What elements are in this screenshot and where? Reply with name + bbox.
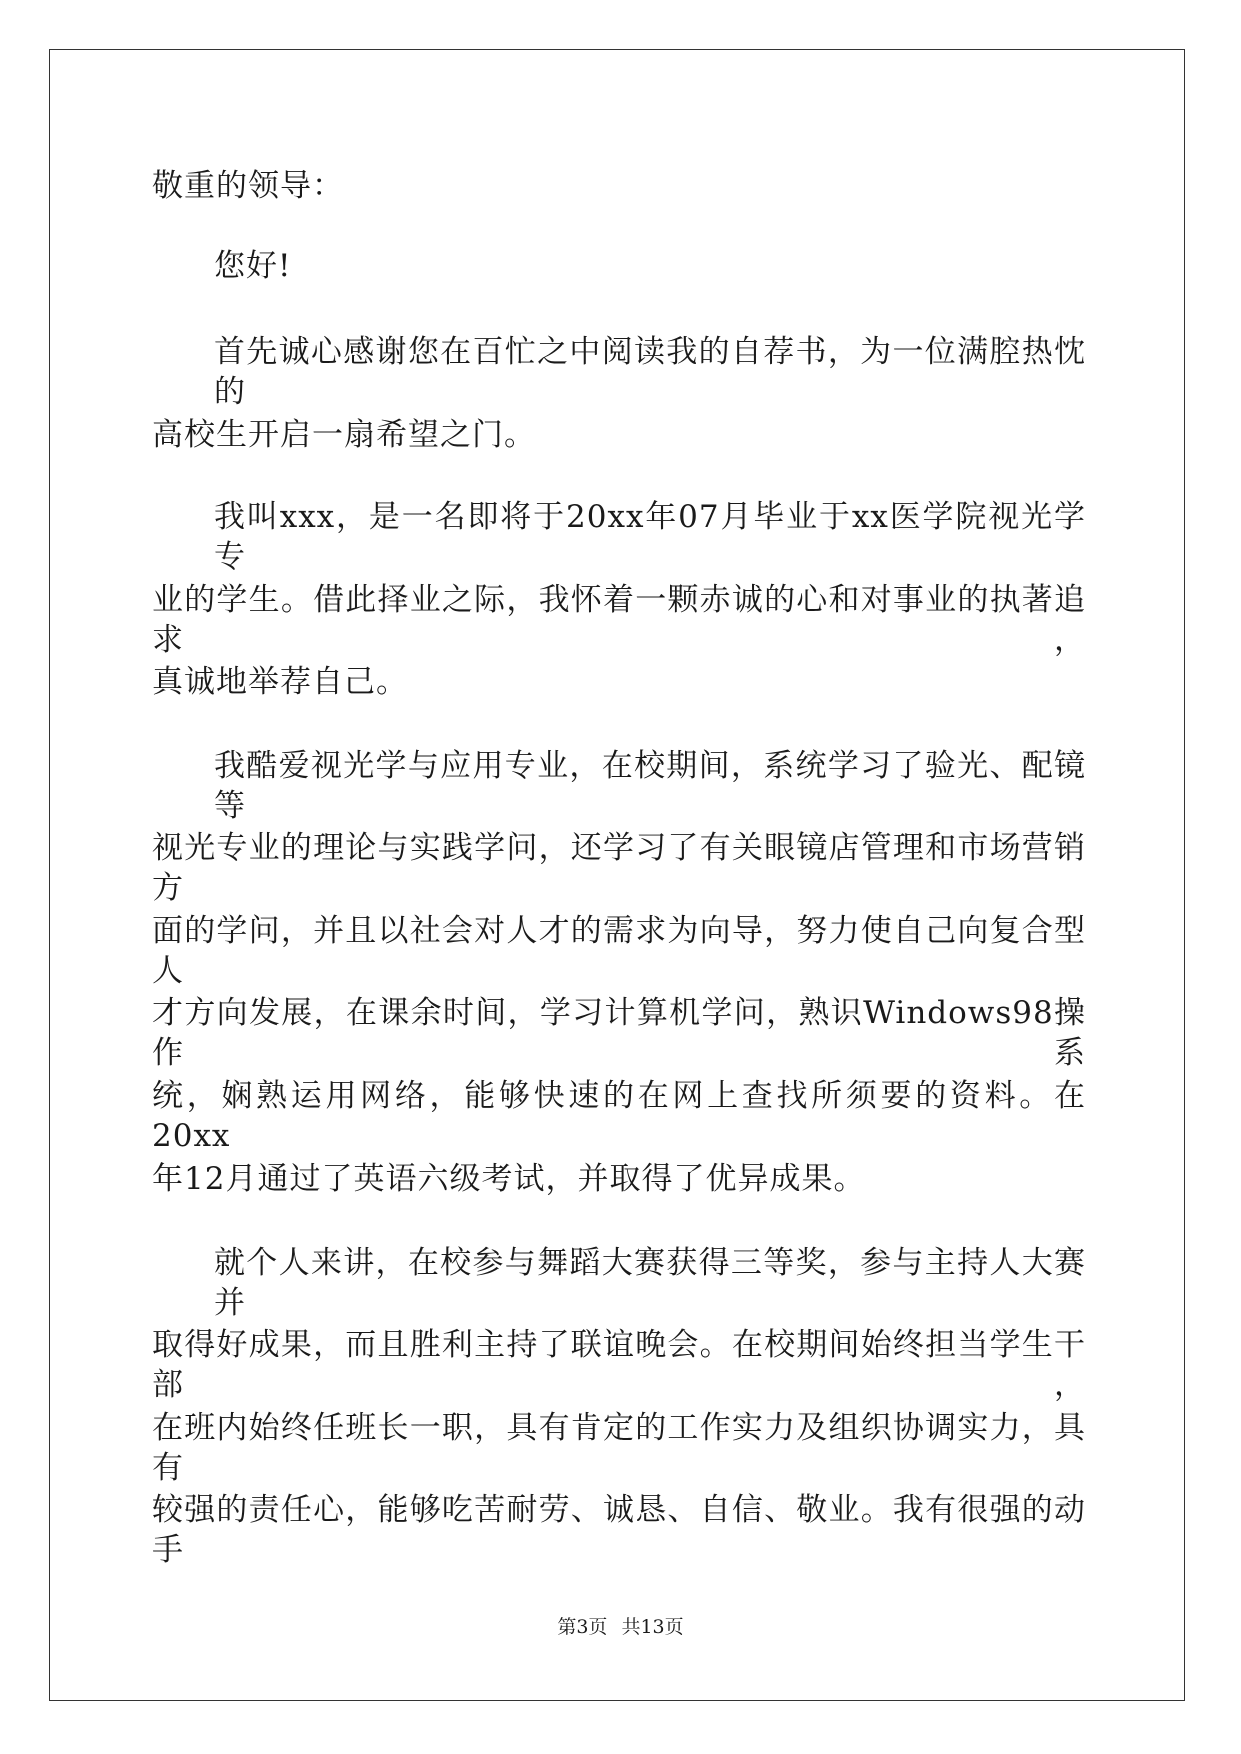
page-total: 共13页 [621, 1616, 684, 1638]
paragraph-line: 在班内始终任班长一职，具有肯定的工作实力及组织协调实力，具有 [152, 1410, 1086, 1486]
paragraph-line: 我酷爱视光学与应用专业，在校期间，系统学习了验光、配镜等 [214, 748, 1086, 824]
paragraph-line: 取得好成果，而且胜利主持了联谊晚会。在校期间始终担当学生干部， [152, 1327, 1086, 1403]
salutation: 敬重的领导： [152, 168, 344, 204]
paragraph-line: 高校生开启一扇希望之门。 [152, 417, 536, 453]
paragraph-line: 真诚地举荐自己。 [152, 664, 408, 700]
paragraph-line: 面的学问，并且以社会对人才的需求为向导，努力使自己向复合型人 [152, 913, 1086, 989]
paragraph-line: 就个人来讲，在校参与舞蹈大赛获得三等奖，参与主持人大赛并 [214, 1245, 1086, 1321]
page-number: 第3页 [557, 1616, 608, 1638]
paragraph-line: 统，娴熟运用网络，能够快速的在网上查找所须要的资料。在20xx [152, 1078, 1086, 1154]
paragraph-line: 年12月通过了英语六级考试，并取得了优异成果。 [152, 1161, 866, 1197]
paragraph-line: 首先诚心感谢您在百忙之中阅读我的自荐书，为一位满腔热忱的 [214, 334, 1086, 410]
paragraph-line: 较强的责任心，能够吃苦耐劳、诚恳、自信、敬业。我有很强的动手 [152, 1492, 1086, 1568]
paragraph-line: 业的学生。借此择业之际，我怀着一颗赤诚的心和对事业的执著追求， [152, 582, 1086, 658]
paragraph-line: 我叫xxx，是一名即将于20xx年07月毕业于xx医学院视光学专 [214, 499, 1086, 575]
paragraph-line: 才方向发展，在课余时间，学习计算机学问，熟识Windows98操作系 [152, 995, 1086, 1071]
paragraph-line: 视光专业的理论与实践学问，还学习了有关眼镜店管理和市场营销方 [152, 830, 1086, 906]
greeting: 您好! [214, 248, 292, 284]
page-footer [0, 1615, 1241, 1639]
